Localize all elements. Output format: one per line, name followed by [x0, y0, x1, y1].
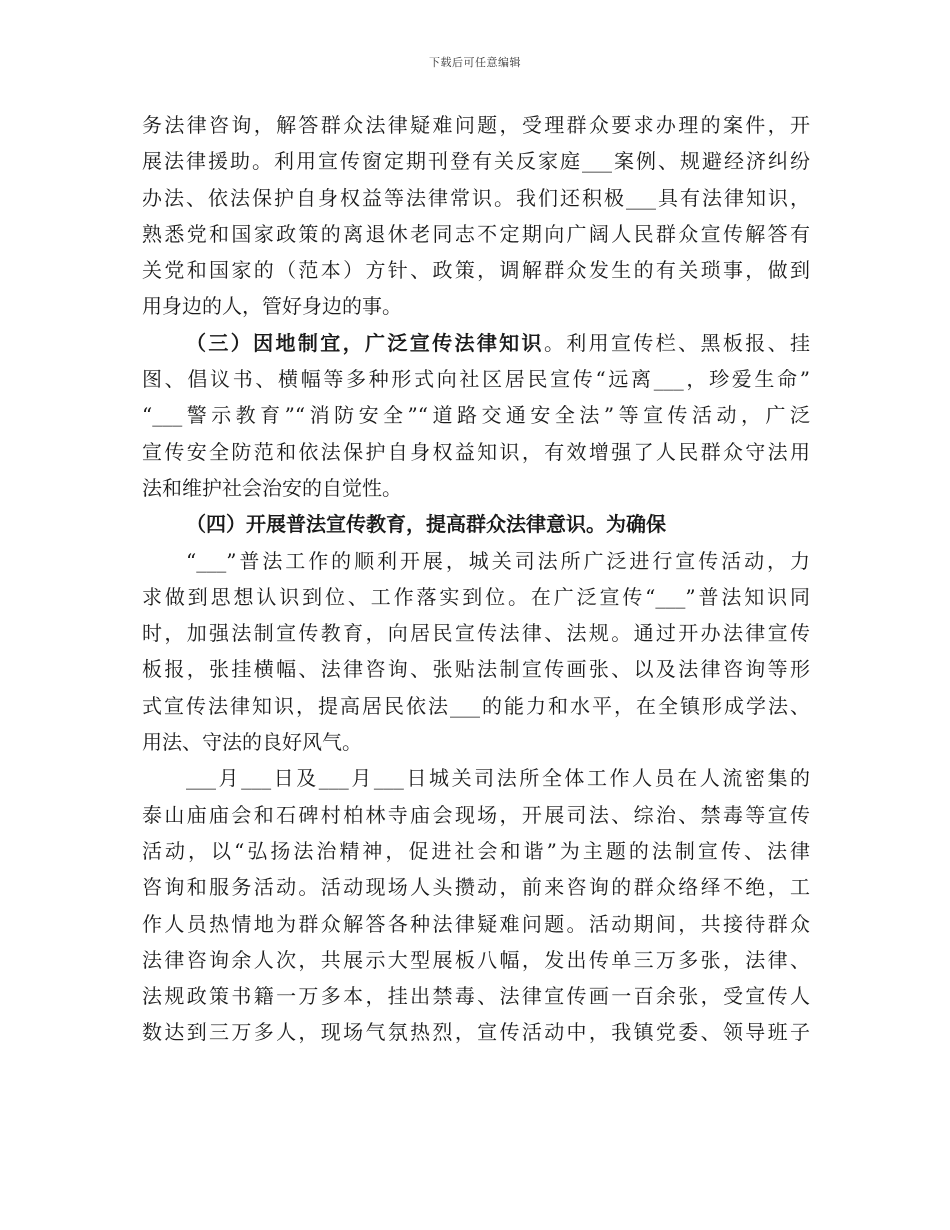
text-line: 咨询和服务活动。活动现场人头攒动，前来咨询的群众络绎不绝，工: [142, 875, 810, 900]
document-body: [142, 107, 810, 1051]
text-line: 求做到思想认识到位、工作落实到位。在广泛宣传“___”普法知识同: [142, 584, 810, 609]
text-line: 熟悉党和国家政策的离退休老同志不定期向广阔人民群众宣传解答有: [142, 221, 810, 246]
section-heading-4: （四）开展普法宣传教育，提高群众法律意识。为确保: [186, 512, 666, 537]
text-line: ___月___日及___月___日城关司法所全体工作人员在人流密集的: [186, 766, 810, 791]
text-line: 板报，张挂横幅、法律咨询、张贴法制宣传画张、以及法律咨询等形: [142, 657, 810, 682]
paragraph-4: [142, 543, 810, 761]
text-line: 法律咨询余人次，共展示大型展板八幅，发出传单三万多张，法律、: [142, 947, 810, 972]
text-line: “___警示教育”“消防安全”“道路交通安全法”等宣传活动，广泛: [142, 403, 810, 428]
text-line: 务法律咨询，解答群众法律疑难问题，受理群众要求办理的案件，开: [142, 113, 810, 137]
page-header: 下载后可任意编辑: [429, 56, 521, 69]
text-line: 关党和国家的（范本）方针、政策，调解群众发生的有关琐事，做到: [142, 258, 810, 283]
text-run: 。利用宣传栏、黑板报、挂: [543, 330, 810, 355]
paragraph-2: [142, 325, 810, 506]
text-line: 办法、依法保护自身权益等法律常识。我们还积极___具有法律知识，: [142, 185, 810, 210]
text-line: 数达到三万多人，现场气氛热烈，宣传活动中，我镇党委、领导班子: [142, 1020, 810, 1045]
text-line: 作人员热情地为群众解答各种法律疑难问题。活动期间，共接待群众: [142, 911, 810, 936]
text-line: 法规政策书籍一万多本，挂出禁毒、法律宣传画一百余张，受宣传人: [142, 984, 810, 1009]
text-line: 用身边的人，管好身边的事。: [142, 294, 402, 319]
paragraph-3: [142, 506, 810, 542]
text-line: 时，加强法制宣传教育，向居民宣传法律、法规。通过开办法律宣传: [142, 621, 810, 646]
text-line: 宣传安全防范和依法保护自身权益知识，有效增强了人民群众守法用: [142, 439, 810, 464]
text-line: 式宣传法律知识，提高居民依法___的能力和水平，在全镇形成学法、: [142, 693, 810, 718]
text-line: [142, 325, 810, 361]
section-heading-3: （三）因地制宜，广泛宣传法律知识: [186, 330, 544, 355]
text-line: 图、倡议书、横幅等多种形式向社区居民宣传“远离___，珍爱生命”: [142, 367, 810, 392]
text-line: 用法、守法的良好风气。: [142, 730, 362, 755]
text-line: 法和维护社会治安的自觉性。: [142, 475, 402, 500]
paragraph-5: [142, 760, 810, 1050]
paragraph-1: [142, 107, 810, 325]
text-line: 泰山庙庙会和石碑村柏林寺庙会现场，开展司法、综治、禁毒等宣传: [142, 802, 810, 827]
text-line: 展法律援助。利用宣传窗定期刊登有关反家庭___案例、规避经济纠纷: [142, 149, 810, 174]
text-line: “___”普法工作的顺利开展，城关司法所广泛进行宣传活动，力: [186, 548, 810, 573]
text-line: 活动，以“弘扬法治精神，促进社会和谐”为主题的法制宣传、法律: [142, 838, 810, 863]
